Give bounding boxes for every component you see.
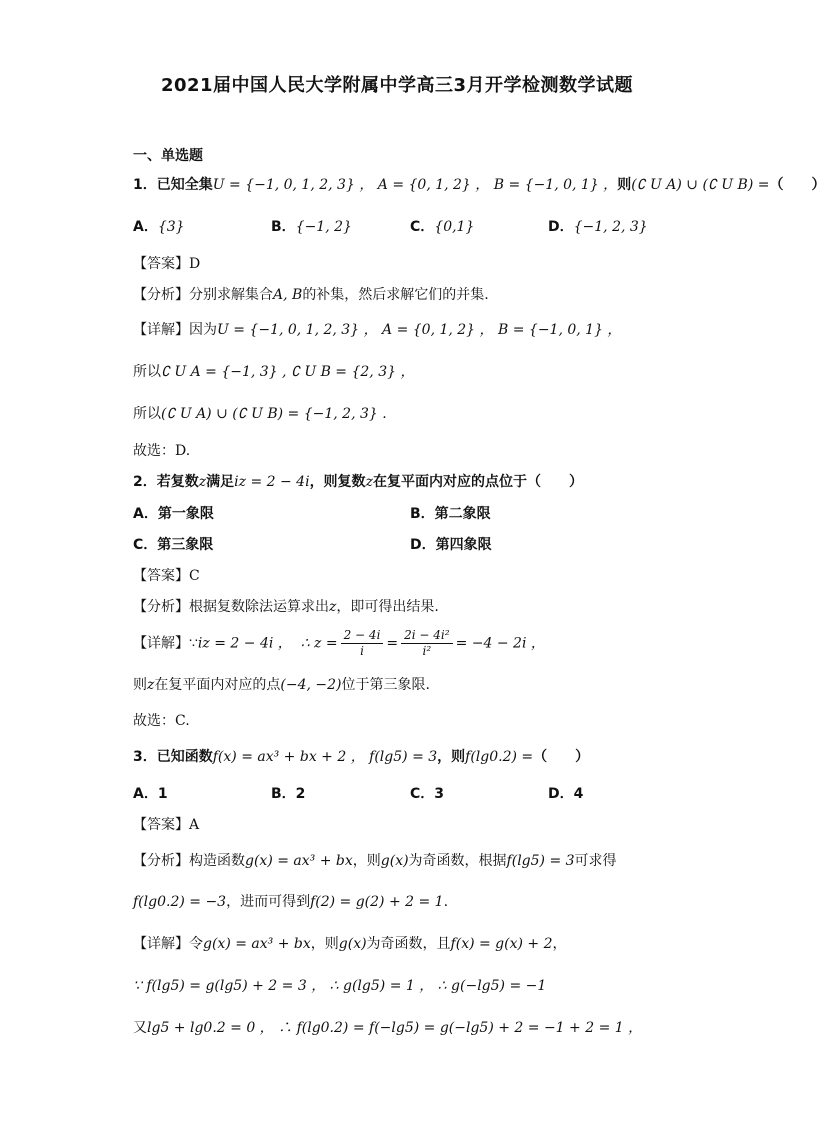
q2-option-d: D．第四象限 (410, 537, 492, 553)
q2-answer: 【答案】C (133, 568, 200, 584)
fraction-2: $\frac{\text{2i − 4i²}}{\text{i²}}$ (401, 628, 452, 659)
q1-option-d: D．{−1, 2, 3} (548, 219, 648, 235)
question-3-stem: 3．已知函数f(x) = ax³ + bx + 2 ， f(lg5) = 3，则f(lg0.2) =（ ） (133, 749, 590, 765)
q3-option-a: A．1 (133, 786, 168, 802)
q2-detail-line-1: 【详解】∵iz = 2 − 4i ， ∴ z = $\frac{2 - 4i}{i}$ = $\frac{\text{2i − 4i²}}{\text{i²}}$ = −4 − 2i ， (133, 628, 545, 658)
question-2-stem: 2．若复数z满足iz = 2 − 4i，则复数z在复平面内对应的点位于（ ） (133, 474, 583, 490)
q2-option-c: C．第三象限 (133, 537, 214, 553)
page-title: 2021届中国人民大学附属中学高三3月开学检测数学试题 (160, 75, 634, 96)
q1-mid: 则 (617, 177, 632, 193)
q2-option-a: A．第一象限 (133, 506, 214, 522)
q3-answer: 【答案】A (133, 817, 200, 833)
q1-option-b: B．{−1, 2} (271, 219, 352, 235)
q1-end: （ ） (769, 177, 825, 193)
q3-option-b: B．2 (271, 786, 306, 802)
q1-answer: 【答案】D (133, 256, 201, 272)
q3-detail-line-3: 又lg5 + lg0.2 = 0 ， ∴ f(lg0.2) = f(−lg5) = g(−lg5) + 2 = −1 + 2 = 1 ， (133, 1020, 643, 1036)
fraction-1: $\frac{2 - 4i}{i}$ (341, 628, 384, 659)
q3-analysis-line-1: 【分析】构造函数g(x) = ax³ + bx，则g(x)为奇函数，根据f(lg5) = 3可求得 (133, 853, 617, 869)
q1-analysis: 【分析】分别求解集合A, B的补集，然后求解它们的并集. (133, 287, 489, 303)
q1-detail-line-2: 所以∁ U A = {−1, 3} , ∁ U B = {2, 3} ， (133, 364, 415, 380)
section-heading: 一、单选题 (133, 148, 203, 164)
q1-expression: (∁ U A) ∪ (∁ U B) = (631, 177, 770, 193)
question-1-stem (133, 175, 825, 195)
q2-conclusion: 故选：C. (133, 713, 190, 729)
q1-sets: U = {−1, 0, 1, 2, 3} ， A = {0, 1, 2} ， B = {−1, 0, 1} ， (212, 177, 618, 193)
q2-analysis: 【分析】根据复数除法运算求出z，即可得出结果. (133, 599, 439, 615)
q2-detail-line-2: 则z在复平面内对应的点(−4, −2)位于第三象限. (133, 677, 430, 693)
q1-conclusion: 故选：D. (133, 443, 191, 459)
q1-option-c: C．{0,1} (410, 219, 475, 235)
q3-analysis-line-2: f(lg0.2) = −3，进而可得到f(2) = g(2) + 2 = 1. (133, 894, 449, 910)
q3-detail-line-2: ∵ f(lg5) = g(lg5) + 2 = 3 ， ∴ g(lg5) = 1 ， ∴ g(−lg5) = −1 (133, 978, 547, 994)
q1-detail-line-1: 【详解】因为U = {−1, 0, 1, 2, 3} ， A = {0, 1, 2} ， B = {−1, 0, 1} ， (133, 322, 622, 338)
q1-option-a: A．{3} (133, 219, 185, 235)
q2-option-b: B．第二象限 (410, 506, 491, 522)
q3-detail-line-1: 【详解】令g(x) = ax³ + bx，则g(x)为奇函数，且f(x) = g(x) + 2， (133, 936, 567, 952)
q3-option-c: C．3 (410, 786, 445, 802)
q1-detail-line-3: 所以(∁ U A) ∪ (∁ U B) = {−1, 2, 3} . (133, 406, 387, 422)
q1-prefix: 1．已知全集 (133, 177, 213, 193)
q3-option-d: D．4 (548, 786, 584, 802)
